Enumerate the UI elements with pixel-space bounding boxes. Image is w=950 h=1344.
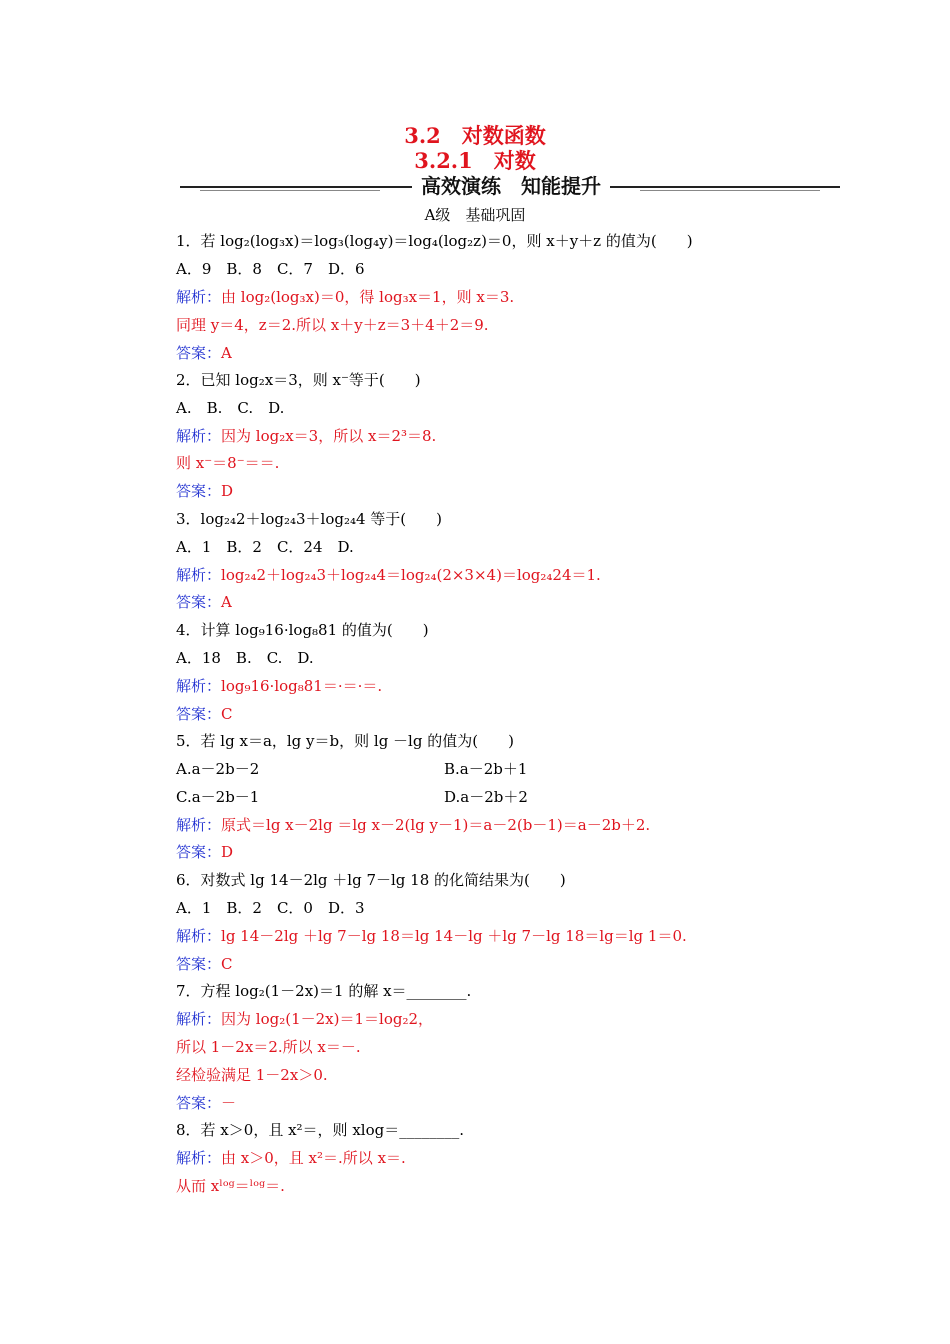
page-subtitle: 3.2.1 对数 [414,148,536,173]
question-stem: 7．方程 log₂(1－2x)＝1 的解 x＝________. [176,982,472,1000]
answer-label: 答案： [176,705,222,723]
question-stem: 8．若 x＞0，且 x²＝，则 xlog＝________. [176,1121,464,1139]
question-options: A．1 B．2 C．0 D．3 [176,899,365,917]
question-stem: 5．若 lg x＝a，lg y＝b，则 lg －lg 的值为( ) [176,732,514,750]
analysis-text: 经检验满足 1－2x＞0. [176,1066,328,1084]
answer-label: 答案： [176,955,222,973]
question-stem: 4．计算 log₉16·log₈81 的值为( ) [176,621,429,639]
answer-label: 答案： [176,593,222,611]
analysis-label: 解析： [176,566,222,584]
question-options: A．9 B．8 C．7 D．6 [176,260,365,278]
question-options: A. B. C. D. [176,399,285,417]
answer-line [176,342,232,364]
answer-value: C [221,705,233,723]
analysis-line [176,1147,406,1169]
analysis-label: 解析： [176,1010,222,1028]
answer-label: 答案： [176,843,222,861]
analysis-text: lg 14－2lg ＋lg 7－lg 18＝lg 14－lg ＋lg 7－lg 18＝lg＝lg 1＝0. [221,927,687,945]
answer-label: 答案： [176,1094,222,1112]
analysis-line [176,1008,433,1030]
analysis-text: 由 x＞0，且 x²＝.所以 x＝. [221,1149,406,1167]
answer-line [176,841,233,863]
question-stem: 2．已知 log₂x＝3，则 x⁻等于( ) [176,371,421,389]
question-stem: 6．对数式 lg 14－2lg ＋lg 7－lg 18 的化简结果为( ) [176,871,566,889]
analysis-text: 同理 y＝4，z＝2.所以 x＋y＋z＝3＋4＋2＝9. [176,316,489,334]
analysis-line [176,814,650,836]
answer-label: 答案： [176,482,222,500]
analysis-text: 原式＝lg x－2lg ＝lg x－2(lg y－1)＝a－2(b－1)＝a－2b＋2. [221,816,651,834]
banner-rule-left [180,186,412,188]
analysis-text: 从而 xˡᵒᵍ＝ˡᵒᵍ＝. [176,1177,285,1195]
analysis-line [176,425,436,447]
banner-rule-right [610,186,840,188]
banner-text: 高效演练 知能提升 [421,174,601,198]
analysis-line [176,925,687,947]
answer-line [176,591,232,613]
analysis-text: log₂₄2＋log₂₄3＋log₂₄4＝log₂₄(2×3×4)＝log₂₄24＝1. [221,566,601,584]
analysis-label: 解析： [176,816,222,834]
answer-value: A [221,593,232,611]
analysis-line [176,675,382,697]
option-c: C.a－2b－1 [176,788,260,806]
analysis-text: 由 log₂(log₃x)＝0，得 log₃x＝1，则 x＝3. [221,288,515,306]
analysis-line [176,564,601,586]
analysis-text: 因为 log₂x＝3，所以 x＝2³＝8. [221,427,437,445]
answer-value: － [221,1094,237,1112]
page-title: 3.2 对数函数 [404,123,546,148]
banner-rule-left-thin [200,190,380,191]
option-b: B.a－2b＋1 [444,760,528,778]
analysis-line [176,286,514,308]
answer-value: D [221,843,234,861]
option-d: D.a－2b＋2 [444,788,528,806]
analysis-label: 解析： [176,677,222,695]
question-stem: 1．若 log₂(log₃x)＝log₃(log₄y)＝log₄(log₂z)＝0，则 x＋y＋z 的值为( ) [176,232,693,250]
analysis-text: 则 x⁻＝8⁻＝＝. [176,454,280,472]
option-a: A.a－2b－2 [176,760,260,778]
analysis-label: 解析： [176,288,222,306]
answer-line [176,953,233,975]
question-stem: 3．log₂₄2＋log₂₄3＋log₂₄4 等于( ) [176,510,443,528]
banner-rule-right-thin [640,190,820,191]
analysis-label: 解析： [176,1149,222,1167]
question-options: A．1 B．2 C．24 D. [176,538,354,556]
answer-label: 答案： [176,344,222,362]
analysis-text: log₉16·log₈81＝·＝·＝. [221,677,383,695]
answer-line [176,1092,236,1114]
analysis-text: 所以 1－2x＝2.所以 x＝－. [176,1038,361,1056]
section-heading: A级 基础巩固 [424,206,526,224]
answer-value: A [221,344,232,362]
banner [180,172,840,200]
answer-line [176,703,233,725]
analysis-label: 解析： [176,427,222,445]
analysis-label: 解析： [176,927,222,945]
answer-value: D [221,482,234,500]
answer-line [176,480,233,502]
analysis-text: 因为 log₂(1－2x)＝1＝log₂2， [221,1010,434,1028]
answer-value: C [221,955,233,973]
question-options: A．18 B. C. D. [176,649,314,667]
